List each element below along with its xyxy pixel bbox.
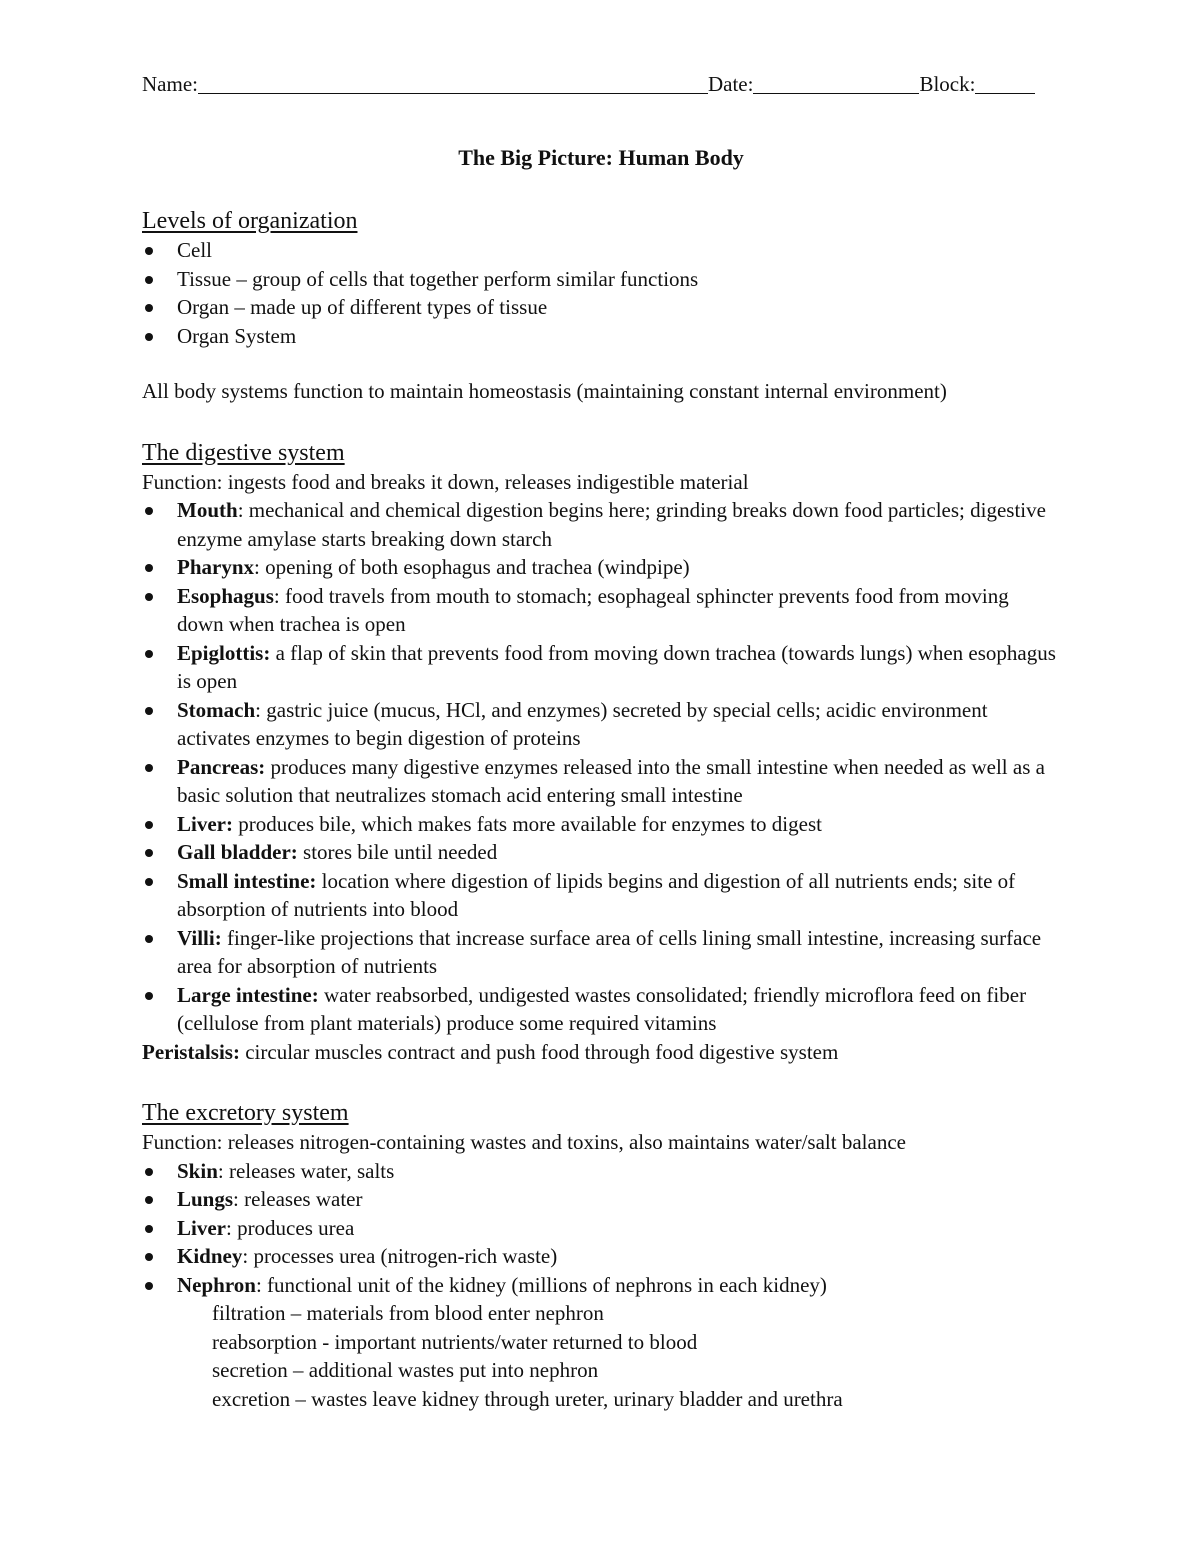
- bullet-icon: [145, 1225, 153, 1233]
- nephron-step-excretion: excretion – wastes leave kidney through ureter, urinary bladder and urethra: [212, 1386, 843, 1411]
- list-item: Nephron: functional unit of the kidney (millions of nephrons in each kidney): [142, 1271, 1060, 1300]
- nephron-step-filtration: filtration – materials from blood enter nephron: [212, 1301, 604, 1325]
- name-blank[interactable]: [198, 73, 708, 94]
- list-item: Stomach: gastric juice (mucus, HCl, and enzymes) secreted by special cells; acidic environment activates enzymes to begin digestion of proteins: [142, 696, 1060, 753]
- levels-heading: Levels of organization: [142, 208, 358, 234]
- levels-list: [142, 236, 1060, 350]
- digestive-heading: The digestive system: [142, 439, 345, 466]
- list-item: Tissue – group of cells that together perform similar functions: [142, 265, 1060, 294]
- bullet-icon: [145, 1253, 153, 1261]
- header-line: [142, 70, 1060, 100]
- bullet-icon: [145, 304, 153, 312]
- list-item: Pharynx: opening of both esophagus and trachea (windpipe): [142, 553, 1060, 582]
- homeostasis-text: All body systems function to maintain homeostasis (maintaining constant internal environment): [142, 379, 947, 403]
- list-item: Small intestine: location where digestion of lipids begins and digestion of all nutrients ends; site of absorption of nutrients into blood: [142, 867, 1060, 924]
- bullet-icon: [145, 849, 153, 857]
- bullet-icon: [145, 276, 153, 284]
- list-item: Kidney: processes urea (nitrogen-rich waste): [142, 1242, 1060, 1271]
- list-item: Esophagus: food travels from mouth to stomach; esophageal sphincter prevents food from moving down when trachea is open: [142, 582, 1060, 639]
- bullet-icon: [145, 1196, 153, 1204]
- list-item: Cell: [142, 236, 1060, 265]
- list-item: Lungs: releases water: [142, 1185, 1060, 1214]
- list-item: Large intestine: water reabsorbed, undigested wastes consolidated; friendly microflora feed on fiber (cellulose from plant materials) produce some required vitamins: [142, 981, 1060, 1038]
- bullet-icon: [145, 878, 153, 886]
- excretory-list: [142, 1157, 1060, 1300]
- peristalsis-text: Peristalsis: circular muscles contract and push food through food digestive system: [142, 1039, 839, 1064]
- nephron-step-reabsorption: reabsorption - important nutrients/water returned to blood: [212, 1329, 698, 1354]
- bullet-icon: [145, 935, 153, 943]
- bullet-icon: [145, 1168, 153, 1176]
- list-item: Villi: finger-like projections that increase surface area of cells lining small intestine, increasing surface area for absorption of nutrients: [142, 924, 1060, 981]
- bullet-icon: [145, 650, 153, 658]
- list-item: Liver: produces bile, which makes fats more available for enzymes to digest: [142, 810, 1060, 839]
- bullet-icon: [145, 507, 153, 515]
- list-item: Pancreas: produces many digestive enzymes released into the small intestine when needed as well as a basic solution that neutralizes stomach acid entering small intestine: [142, 753, 1060, 810]
- block-blank[interactable]: [975, 73, 1035, 94]
- bullet-icon: [145, 707, 153, 715]
- excretory-heading: The excretory system: [142, 1100, 349, 1126]
- name-label: Name:: [142, 72, 198, 96]
- date-label: Date:: [707, 72, 754, 96]
- list-item: Mouth: mechanical and chemical digestion begins here; grinding breaks down food particles; digestive enzyme amylase starts breaking down starch: [142, 496, 1060, 553]
- excretory-function: Function: releases nitrogen-containing wastes and toxins, also maintains water/salt balance: [142, 1130, 906, 1154]
- page-title: The Big Picture: Human Body: [458, 145, 744, 170]
- date-blank[interactable]: [753, 73, 919, 94]
- list-item: Gall bladder: stores bile until needed: [142, 838, 1060, 867]
- list-item: Skin: releases water, salts: [142, 1157, 1060, 1186]
- list-item: Organ System: [142, 322, 1060, 351]
- list-item: Organ – made up of different types of tissue: [142, 293, 1060, 322]
- list-item: Liver: produces urea: [142, 1214, 1060, 1243]
- bullet-icon: [145, 247, 153, 255]
- bullet-icon: [145, 992, 153, 1000]
- bullet-icon: [145, 564, 153, 572]
- bullet-icon: [145, 593, 153, 601]
- bullet-icon: [145, 821, 153, 829]
- digestive-list: [142, 496, 1060, 1038]
- nephron-steps: [142, 1299, 1060, 1413]
- digestive-function: Function: ingests food and breaks it down, releases indigestible material: [142, 469, 749, 494]
- list-item: Epiglottis: a flap of skin that prevents food from moving down trachea (towards lungs) when esophagus is open: [142, 639, 1060, 696]
- bullet-icon: [145, 764, 153, 772]
- block-label: Block:: [919, 72, 976, 96]
- bullet-icon: [145, 1282, 153, 1290]
- nephron-step-secretion: secretion – additional wastes put into nephron: [212, 1358, 599, 1382]
- bullet-icon: [145, 333, 153, 341]
